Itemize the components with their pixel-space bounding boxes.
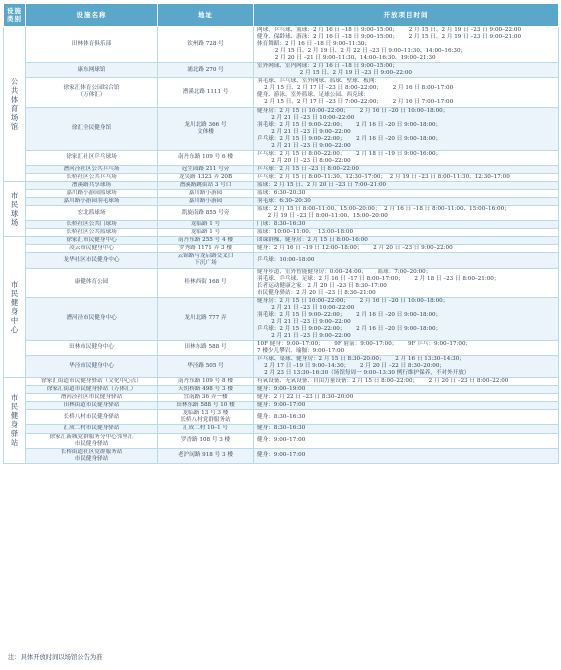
- open-hours-cell: 健身：9:00–17:00: [254, 402, 559, 410]
- address-cell: 南丹东路 109 号 6 楼: [158, 150, 254, 165]
- facility-name-cell: 汇成二村市民健身驿站: [26, 425, 158, 433]
- table-row: [4, 165, 559, 173]
- address-cell: 嘉川路小游园: [158, 198, 254, 206]
- address-cell: 龙临路 1 号: [158, 221, 254, 229]
- facility-name-cell: 长桥八村市民健身驿站: [26, 410, 158, 425]
- open-hours-cell: 门球：8:30–16:30: [254, 221, 559, 229]
- open-hours-cell: 羽毛球、乒乓球、室外网球、篮球、壁球、板网： 2 月 15 日、2 月 17 日 –23 日 8:00–22:00； 2 月 16 日 8:00–17:00 健身、游泳、室外篮球、足球公园、西克球： 2 月 15 日、2 月 17 日 –23 日 7:00–22:00； 2 月 16 日 7:00–17:00: [254, 78, 559, 107]
- facility-name-cell: 徐家汇街道市民健身驿站（万体汇）: [26, 386, 158, 394]
- address-cell: 天钥桥路 498 号 3 楼: [158, 386, 254, 394]
- address-cell: 南丹东路 255 号 4 楼: [158, 237, 254, 245]
- open-hours-cell: 篮球：2 月 15 日 8:00–11:00、15:00–20:00； 2 月 16 日 –18 日 8:00–11:00、15:00–16:00； 2 月 19 日 –23 日 8:00–11:00、15:00–20:00: [254, 206, 559, 221]
- open-hours-cell: 乒乓球：10:00–18:00: [254, 253, 559, 268]
- open-hours-cell: 网球、乒乓球、篮球：2 月 16 日 –18 日 9:00–15:00； 2 月 15 日、2 月 19 日 –23 日 9:00–22:00 健身、保龄球、游泳：2 月 16 日 –18 日 9:00–15:00； 2 月 15 日、2 月 19 日 –23 日 9:00–21:00 体育舞蹈：2 月 16 日 –18 日 9:00–11:30； 2 月 15 日、2 月 19 日、2 月 22 日 –23 日 9:00–11:30、14:00–16:30； 2 月 20 日 –21 日 9:00–11:30、14:00–16:30、19:00–21:30: [254, 27, 559, 63]
- open-hours-cell: 团课群操、健身房：2 月 15 日 8:00–16:00: [254, 237, 559, 245]
- table-row: [4, 433, 559, 448]
- facility-name-cell: 凌云市民健身中心: [26, 245, 158, 253]
- address-cell: 龙川北路 366 号 文体楼: [158, 107, 254, 150]
- address-cell: 桂林西街 168 号: [158, 268, 254, 297]
- table-row: [4, 268, 559, 297]
- header-facility-name: 设施名称: [26, 4, 158, 27]
- table-row: [4, 190, 559, 198]
- table-row: [4, 173, 559, 181]
- table-row: [4, 221, 559, 229]
- table-header-row: [4, 4, 559, 27]
- open-hours-cell: 乒乓球、桌球、健身房：2 月 15 日 8:30–20:00； 2 月 16 日 13:30–14:30； 2 月 17 日 –19 日 9:00–14:30； 2 月 20 日 –22 日 8:30–20:00； 2 月 23 日 13:30–16:30（场馆每周一 9:00–13:30 例行维护保养，不对外开放）: [254, 356, 559, 378]
- open-hours-cell: 健身：2 月 16 日 –19 日 12:00–18:00； 2 月 20 日 –23 日 9:00–22:00: [254, 245, 559, 253]
- address-cell: 龙吴路 1323 弄 20B: [158, 173, 254, 181]
- address-cell: 田林东路 588 号 10 楼: [158, 402, 254, 410]
- facility-name-cell: 长桥社区公共门球场: [26, 221, 158, 229]
- table-row: [4, 425, 559, 433]
- address-cell: 嘉川路小游园: [158, 190, 254, 198]
- address-cell: 龙临路 13 号 3 楼 长桥八村党群服务站: [158, 410, 254, 425]
- table-row: [4, 297, 559, 340]
- footnote: 注：具体开放时间以场馆公告为准: [8, 654, 103, 661]
- open-hours-cell: 篮球：6:30–20:30: [254, 190, 559, 198]
- category-cell: 市民健身中心: [4, 237, 26, 378]
- facility-name-cell: 漕河泾市民健身中心: [26, 297, 158, 340]
- table-row: [4, 237, 559, 245]
- address-cell: 华泾路 505 号: [158, 356, 254, 378]
- open-hours-cell: 健身步道、室外智能健身房：0:00–24:00； 篮球：7:00–20:00； 羽毛球、乒乓球、足球：2 月 16 日 –17 日 8:00–17:00； 2 月 18 日 –23 日 8:00–21:00； 长者运动健康之家：2 月 20 日 –23 日 8:30–17:00 市民健身驿站：2 月 20 日 –23 日 8:30–21:00: [254, 268, 559, 297]
- address-cell: 汇成二村 10–1 号: [158, 425, 254, 433]
- table-row: [4, 340, 559, 355]
- facility-name-cell: 田林体育俱乐部: [26, 27, 158, 63]
- category-cell: 市民健身驿站: [4, 378, 26, 464]
- table-row: [4, 229, 559, 237]
- facility-name-cell: 漕河泾社区公共乒乓场: [26, 165, 158, 173]
- facility-name-cell: 徐家汇新城党群服务分中心邻里汇 市民健身驿站: [26, 433, 158, 448]
- category-cell: 市民球场: [4, 181, 26, 236]
- category-cell: 公共体育场馆: [4, 27, 26, 182]
- table-row: [4, 181, 559, 189]
- table-row: [4, 206, 559, 221]
- address-cell: 南丹东路 109 号 8 楼: [158, 378, 254, 386]
- facility-name-cell: 田林街道市民健身驿站: [26, 402, 158, 410]
- facility-name-cell: 徐家汇街道市民健身驿站（文化中心点）: [26, 378, 158, 386]
- open-hours-cell: 乒乓球：2 月 15 日 8:00–11:30、12:30–17:00； 2 月 19 日 –23 日 8:00–11:30、12:30–17:00: [254, 173, 559, 181]
- address-cell: 冠生园路 211 号旁: [158, 165, 254, 173]
- table-row: [4, 402, 559, 410]
- open-hours-cell: 健身：2 月 22 日 –23 日 8:30–20:00: [254, 394, 559, 402]
- facility-name-cell: 徐家汇市民健身中心: [26, 237, 158, 245]
- table-row: [4, 150, 559, 165]
- facility-schedule-table: [3, 3, 559, 464]
- open-hours-cell: 篮球：2 月 15 日、2 月 20 日 –23 日 7:00–21:00: [254, 181, 559, 189]
- address-cell: 漕溪路跳街站 3 号口: [158, 181, 254, 189]
- open-hours-cell: 有氧设备、无氧设备、自由力量设备：2 月 15 日 8:00–22:00； 2 月 20 日 –23 日 8:00–22:00: [254, 378, 559, 386]
- facility-name-cell: 康健体育公园: [26, 268, 158, 297]
- table-row: [4, 378, 559, 386]
- open-hours-cell: 健身：8:30–16:30: [254, 410, 559, 425]
- address-cell: 老沪闵路 918 号 3 楼: [158, 448, 254, 463]
- address-cell: 龙临路 1 号: [158, 229, 254, 237]
- table-row: [4, 356, 559, 378]
- facility-name-cell: 田林市民健身中心: [26, 340, 158, 355]
- open-hours-cell: 羽毛球：6:30–20:30: [254, 198, 559, 206]
- table-row: [4, 410, 559, 425]
- address-cell: 宜南路 36 弄一楼: [158, 394, 254, 402]
- table-row: [4, 78, 559, 107]
- table-row: [4, 107, 559, 150]
- address-cell: 漕溪北路 1111 号: [158, 78, 254, 107]
- facility-name-cell: 宏北篮球场: [26, 206, 158, 221]
- table-row: [4, 63, 559, 78]
- open-hours-cell: 乒乓球：2 月 15 日 8:00–22:00； 2 月 18 日 –19 日 9:00–16:00； 2 月 20 日 –23 日 8:00–22:00: [254, 150, 559, 165]
- facility-name-cell: 嘉川路小游园羽毛球场: [26, 198, 158, 206]
- address-cell: 龙川北路 777 弄: [158, 297, 254, 340]
- facility-name-cell: 康东网球馆: [26, 63, 158, 78]
- facility-name-cell: 徐家汇体育公园综合馆 （万体汇）: [26, 78, 158, 107]
- facility-name-cell: 长桥社区公共篮球场: [26, 229, 158, 237]
- open-hours-cell: 健身：9:00–17:00: [254, 448, 559, 463]
- open-hours-cell: 健身房：2 月 15 日 10:00–22:00； 2 月 16 日 –20 日 10:00–18:00； 2 月 21 日 –23 日 10:00–22:00 羽毛球：2 月 15 日 9:00–22:00； 2 月 16 日 –20 日 9:00–18:00； 2 月 21 日 –23 日 9:00–22:00 乒乓球：2 月 15 日 9:00–22:00； 2 月 16 日 –20 日 9:00–18:00； 2 月 21 日 –23 日 9:00–22:00: [254, 297, 559, 340]
- facility-name-cell: 徐家汇社区乒乓球场: [26, 150, 158, 165]
- open-hours-cell: 室外网球、室内网球：2 月 16 日 –18 日 9:00–15:00； 2 月 15 日、2 月 19 日 –23 日 9:00–22:00: [254, 63, 559, 78]
- table-row: [4, 27, 559, 63]
- table-row: [4, 245, 559, 253]
- schedule-table-wrapper: [3, 3, 558, 464]
- open-hours-cell: 健身：8:30–16:30: [254, 425, 559, 433]
- open-hours-cell: 健身房：2 月 15 日 10:00–22:00； 2 月 16 日 –20 日 10:00–18:00； 2 月 21 日 –23 日 10:00–22:00 羽毛球：2 月 15 日 9:00–22:00； 2 月 16 日 –20 日 9:00–18:00； 2 月 21 日 –23 日 9:00–22:00 乒乓球：2 月 15 日 9:00–22:00； 2 月 16 日 –20 日 9:00–18:00； 2 月 21 日 –23 日 9:00–22:00: [254, 107, 559, 150]
- address-cell: 浦北路 270 号: [158, 63, 254, 78]
- facility-name-cell: 漕河泾社区市民健身驿站: [26, 394, 158, 402]
- address-cell: 田林东路 588 号: [158, 340, 254, 355]
- header-category: 设施类别: [4, 4, 26, 27]
- facility-name-cell: 长桥街道社区党群服务站 市民健身驿站: [26, 448, 158, 463]
- table-row: [4, 394, 559, 402]
- open-hours-cell: 篮球：10:00–11:00、 13:00–18:00: [254, 229, 559, 237]
- header-open-hours: 开放项目时间: [254, 4, 559, 27]
- header-address: 地址: [158, 4, 254, 27]
- open-hours-cell: 健身：9:00–19:00: [254, 386, 559, 394]
- table-row: [4, 253, 559, 268]
- address-cell: 罗秀路 1171 弄 3 楼: [158, 245, 254, 253]
- table-row: [4, 448, 559, 463]
- address-cell: 凯旋南路 855 号旁: [158, 206, 254, 221]
- address-cell: 罗香路 108 号 3 楼: [158, 433, 254, 448]
- address-cell: 钦州路 728 号: [158, 27, 254, 63]
- facility-name-cell: 长桥社区公共乒乓场: [26, 173, 158, 181]
- table-row: [4, 386, 559, 394]
- open-hours-cell: 乒乓球：2 月 15 日 –23 日 8:00–22:00: [254, 165, 559, 173]
- facility-name-cell: 漕溪路共享球场: [26, 181, 158, 189]
- address-cell: 云锦路与龙启路交叉口 下沉广场: [158, 253, 254, 268]
- facility-name-cell: 龙华社区市民健身中心: [26, 253, 158, 268]
- table-row: [4, 198, 559, 206]
- facility-name-cell: 嘉川路小游园篮球场: [26, 190, 158, 198]
- open-hours-cell: 10F 健身：9:00–17:00； 9F 射箭：9:00–17:00； 9F 乒乓：9:00–17:00； 7 楼少儿攀岩、瑜伽：9:00–17:00: [254, 340, 559, 355]
- facility-name-cell: 华泾市民健身中心: [26, 356, 158, 378]
- facility-name-cell: 徐汇全民健身馆: [26, 107, 158, 150]
- table-body: [4, 27, 559, 464]
- open-hours-cell: 健身：9:00–17:00: [254, 433, 559, 448]
